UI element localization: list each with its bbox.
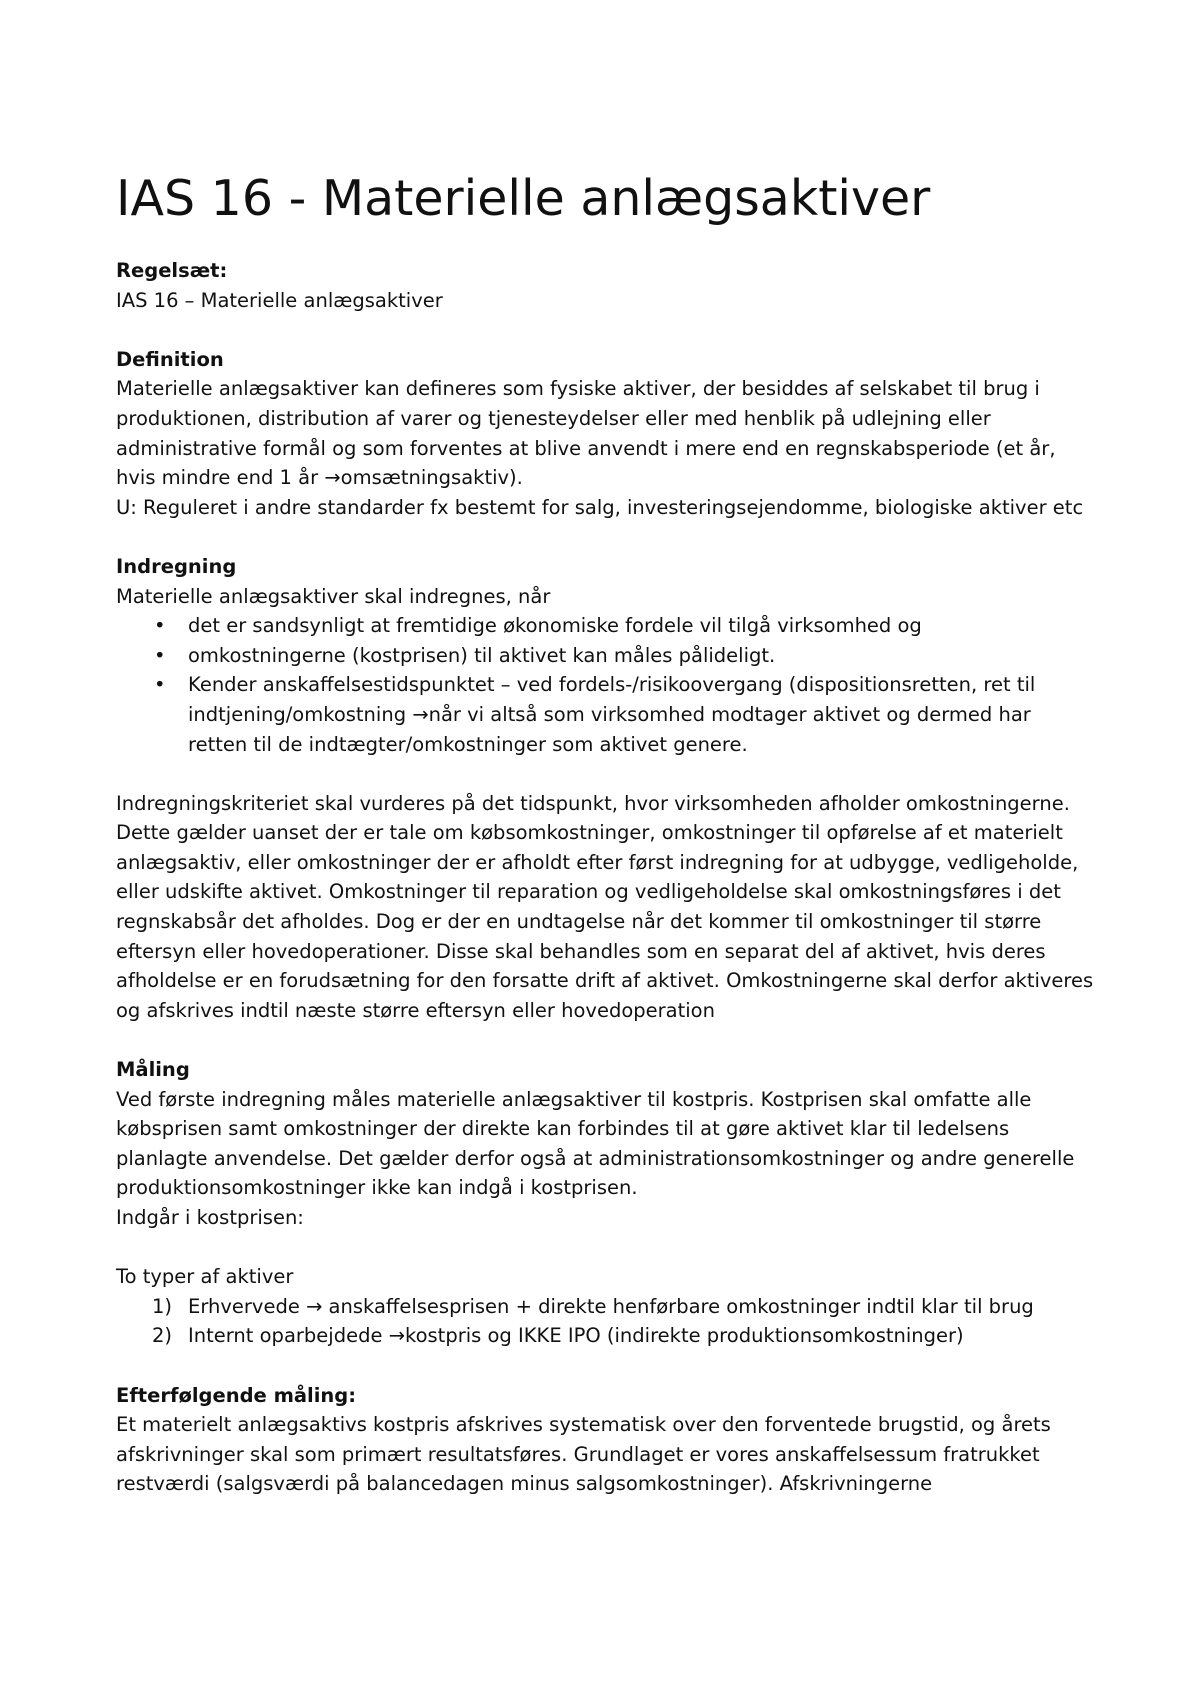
document-title: IAS 16 - Materielle anlægsaktiver: [116, 170, 931, 227]
list-item-text: Internt oparbejdede →kostpris og IKKE IPO (indirekte produktionsomkostninger): [188, 1324, 964, 1348]
list-item-text: Kender anskaffelsestidspunktet – ved fordels-/risikoovergang (dispositionsretten, ret til indtjening/omkostning →når vi altså som virksomhed modtager aktivet og dermed har retten til de indtægter/omkostninger som aktivet genere.: [188, 673, 1036, 756]
spacer: [116, 1351, 1096, 1381]
efterfoelgende-text: Et materielt anlægsaktivs kostpris afskrives systematisk over den forventede brugstid, og årets afskrivninger skal som primært resultatsføres. Grundlaget er vores anskaffelsessum fratrukket restværdi (salgsværdi på balancedagen minus salgsomkostninger). Afskrivningerne: [116, 1413, 1051, 1496]
list-number: 1): [152, 1294, 173, 1318]
spacer: [116, 759, 1096, 789]
regelsaet-heading: Regelsæt:: [116, 259, 228, 282]
spacer: [116, 1233, 1096, 1263]
definition-note: U: Reguleret i andre standarder fx bestemt for salg, investeringsejendomme, biologiske aktiver etc: [116, 495, 1084, 519]
spacer: [116, 315, 1096, 345]
maaling-types-intro: To typer af aktiver: [116, 1265, 294, 1289]
list-item-text: Erhvervede → anskaffelsesprisen + direkte henførbare omkostninger indtil klar til brug: [188, 1294, 1034, 1318]
list-item-text: det er sandsynligt at fremtidige økonomiske fordele vil tilgå virksomhed og: [188, 614, 922, 638]
spacer: [116, 522, 1096, 552]
maaling-indgaar-label: Indgår i kostprisen:: [116, 1206, 304, 1229]
indregning-intro: Materielle anlægsaktiver skal indregnes, når: [116, 584, 551, 608]
indregning-heading: Indregning: [116, 554, 237, 578]
list-item: [116, 1321, 1096, 1351]
list-item: [116, 611, 1096, 641]
spacer: [116, 1025, 1096, 1055]
bullet-icon: •: [154, 614, 166, 638]
list-item-text: omkostningerne (kostprisen) til aktivet kan måles pålideligt.: [188, 643, 776, 667]
maaling-types-list: [116, 1292, 1096, 1351]
bullet-icon: •: [154, 643, 166, 667]
list-item: [116, 1292, 1096, 1322]
indregning-paragraph: Indregningskriteriet skal vurderes på det tidspunkt, hvor virksomheden afholder omkostningerne. Dette gælder uanset der er tale om købsomkostninger, omkostninger til opførelse af et materielt anlægsaktiv, eller omkostninger der er afholdt efter først indregning for at udbygge, vedligeholde, eller udskifte aktivet. Omkostninger til reparation og vedligeholdelse skal omkostningsføres i det regnskabsår det afholdes. Dog er der en undtagelse når det kommer til omkostninger til større eftersyn eller hovedoperationer. Disse skal behandles som en separat del af aktivet, hvis deres afholdelse er en forudsætning for den forsatte drift af aktivet. Omkostningerne skal derfor aktiveres og afskrives indtil næste større eftersyn eller hovedoperation: [116, 791, 1094, 1022]
definition-heading: Definition: [116, 347, 224, 371]
list-item: [116, 670, 1096, 759]
document-body: [116, 168, 1096, 1499]
maaling-heading: Måling: [116, 1058, 190, 1082]
indregning-bullet-list: [116, 611, 1096, 759]
list-item: [116, 641, 1096, 671]
definition-text: Materielle anlægsaktiver kan defineres som fysiske aktiver, der besiddes af selskabet til brug i produktionen, distribution af varer og tjenesteydelser eller med henblik på udlejning eller administrative formål og som forventes at blive anvendt i mere end en regnskabsperiode (et år, hvis mindre end 1 år →omsætningsaktiv).: [116, 377, 1056, 490]
regelsaet-text: IAS 16 – Materielle anlægsaktiver: [116, 288, 443, 312]
bullet-icon: •: [154, 673, 166, 697]
maaling-text: Ved første indregning måles materielle anlægsaktiver til kostpris. Kostprisen skal omfatte alle købsprisen samt omkostninger der direkte kan forbindes til at gøre aktivet klar til ledelsens planlagte anvendelse. Det gælder derfor også at administrationsomkostninger og andre generelle produktionsomkostninger ikke kan indgå i kostprisen.: [116, 1087, 1075, 1200]
efterfoelgende-heading: Efterfølgende måling:: [116, 1383, 357, 1407]
list-number: 2): [152, 1324, 173, 1348]
